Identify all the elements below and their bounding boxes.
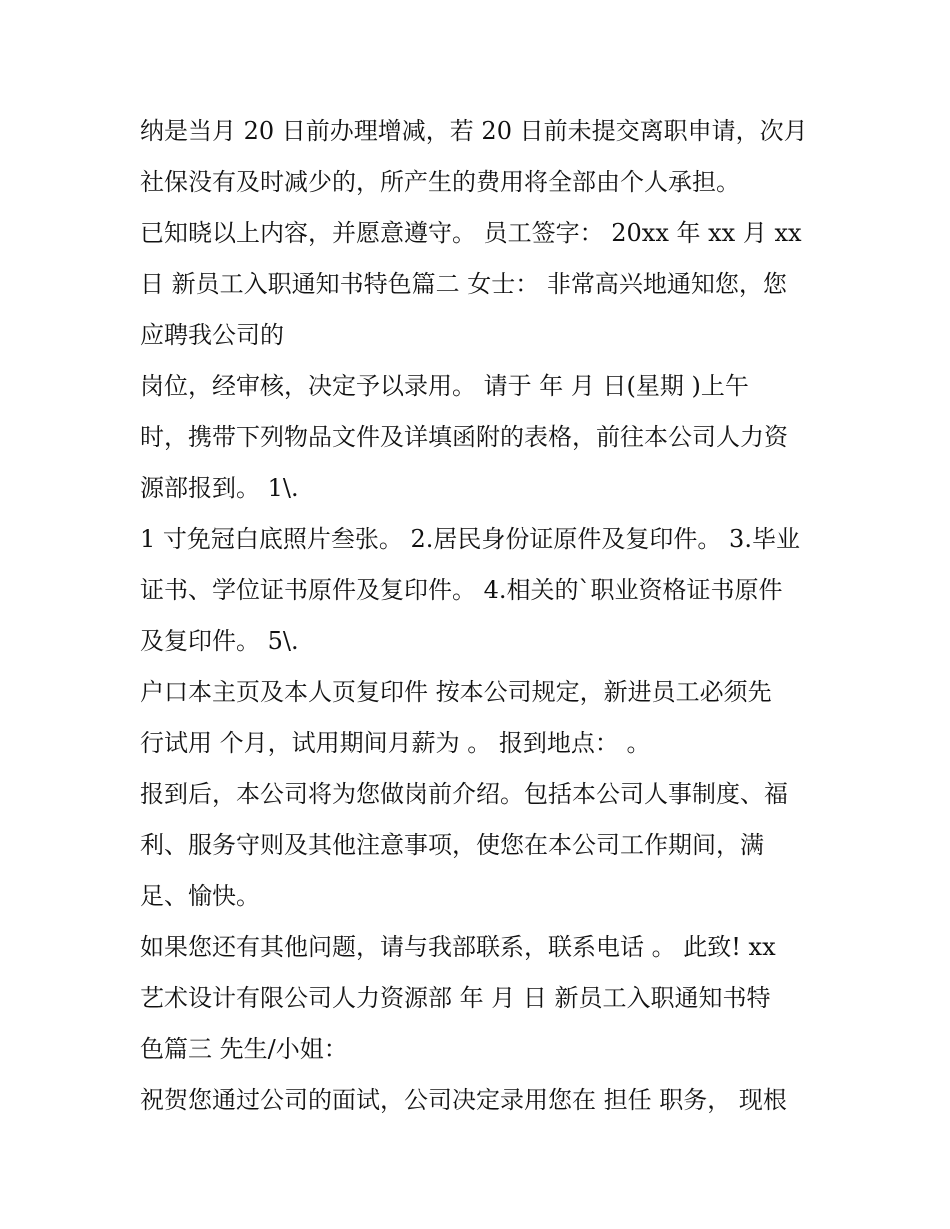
text-line-3: 已知晓以上内容，并愿意遵守。 员工签字： 20xx 年 xx 月 xx xyxy=(140,219,802,247)
text-line-6: 岗位，经审核，决定予以录用。 请于 年 月 日(星期 )上午 xyxy=(140,372,749,400)
text-line-20: 祝贺您通过公司的面试，公司决定录用您在 担任 职务， 现根 xyxy=(140,1086,787,1114)
text-line-8: 源部报到。 1\. xyxy=(140,474,299,502)
text-line-16: 足、愉快。 xyxy=(140,882,260,910)
text-line-18: 艺术设计有限公司人力资源部 年 月 日 新员工入职通知书特 xyxy=(140,984,771,1012)
text-line-17: 如果您还有其他问题，请与我部联系，联系电话 。 此致! xx xyxy=(140,933,776,961)
text-line-1: 纳是当月 20 日前办理增减，若 20 日前未提交离职申请，次月 xyxy=(140,117,808,145)
document-text-body xyxy=(140,106,820,1126)
text-line-14: 报到后，本公司将为您做岗前介绍。包括本公司人事制度、福 xyxy=(140,780,788,808)
text-line-5: 应聘我公司的 xyxy=(140,321,284,349)
text-line-11: 及复印件。 5\. xyxy=(140,627,299,655)
text-line-7: 时，携带下列物品文件及详填函附的表格，前往本公司人力资 xyxy=(140,423,788,451)
text-line-19: 色篇三 先生/小姐： xyxy=(140,1035,348,1063)
text-line-15: 利、服务守则及其他注意事项，使您在本公司工作期间，满 xyxy=(140,831,764,859)
text-line-4: 日 新员工入职通知书特色篇二 女士： 非常高兴地通知您，您 xyxy=(140,270,787,298)
text-line-10: 证书、学位证书原件及复印件。 4.相关的`职业资格证书原件 xyxy=(140,576,783,604)
text-line-13: 行试用 个月，试用期间月薪为 。 报到地点： 。 xyxy=(140,729,651,757)
text-line-2: 社保没有及时减少的，所产生的费用将全部由个人承担。 xyxy=(140,168,740,196)
text-line-9: 1 寸免冠白底照片叁张。 2.居民身份证原件及复印件。 3.毕业 xyxy=(140,525,800,553)
text-line-12: 户口本主页及本人页复印件 按本公司规定，新进员工必须先 xyxy=(140,678,772,706)
